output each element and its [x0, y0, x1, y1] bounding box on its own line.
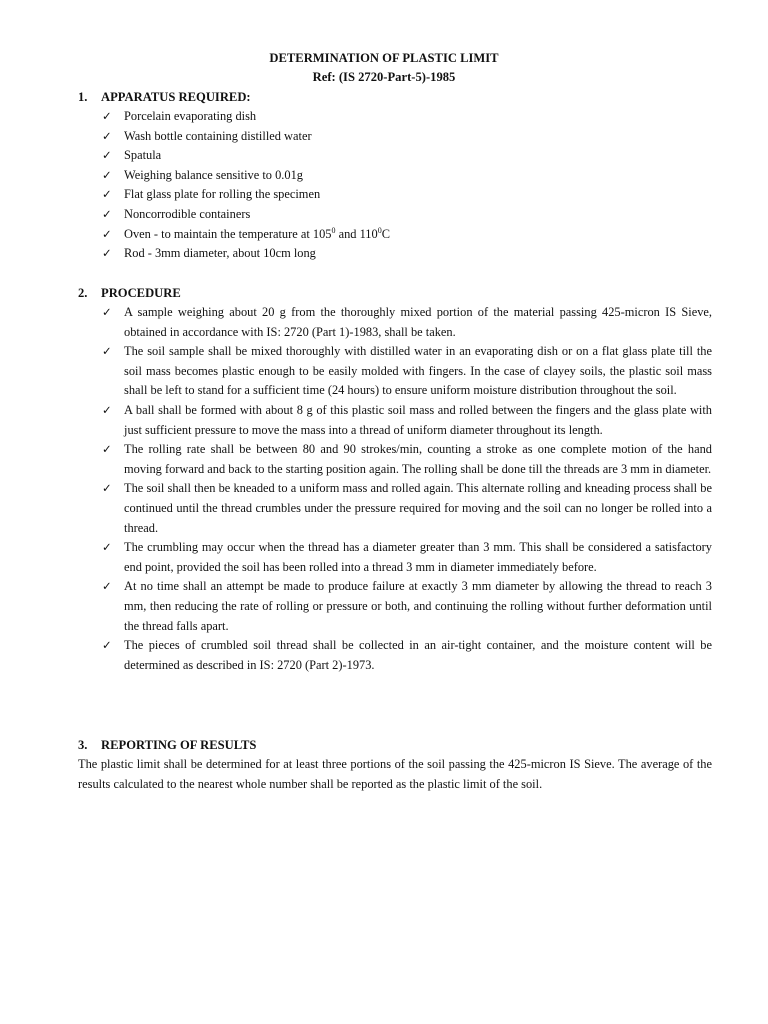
list-item-text-continued: and 110 — [335, 226, 378, 241]
list-item — [102, 146, 712, 166]
list-item-text: At no time shall an attempt be made to produce failure at exactly 3 mm diameter by allowing the thread to reach 3 mm, then reducing the rate of rolling or pressure or both, and continuing the rolling without further deformation until the thread falls apart. — [124, 579, 712, 633]
list-item-text: Flat glass plate for rolling the specimen — [124, 187, 321, 202]
list-item-text: The rolling rate shall be between 80 and 90 strokes/min, counting a stroke as one complete motion of the hand moving forward and back to the starting position again. The rolling shall be done till the threads are 3 mm in diameter. — [124, 442, 712, 476]
check-icon: ✓ — [102, 148, 112, 163]
check-icon: ✓ — [102, 579, 112, 594]
check-icon: ✓ — [102, 226, 112, 241]
section-number: 1. — [78, 90, 88, 104]
section-number: 2. — [78, 286, 88, 300]
list-item — [102, 205, 712, 225]
check-icon: ✓ — [102, 402, 112, 417]
apparatus-list — [102, 107, 712, 264]
section-heading-procedure — [78, 284, 181, 304]
list-item — [102, 244, 712, 264]
list-item-text: Noncorrodible containers — [124, 206, 251, 221]
section-title: REPORTING OF RESULTS — [101, 738, 257, 752]
section-heading-results — [78, 736, 256, 756]
check-icon: ✓ — [102, 167, 112, 182]
check-icon: ✓ — [102, 246, 112, 261]
section-number: 3. — [78, 738, 88, 752]
check-icon: ✓ — [102, 638, 112, 653]
list-item-text: A sample weighing about 20 g from the thoroughly mixed portion of the material passing 425-micron IS Sieve, obtained in accordance with IS: 2720 (Part 1)-1983, shall be taken. — [124, 305, 712, 339]
superscript-degree: 0 — [377, 225, 382, 235]
list-item-text: The pieces of crumbled soil thread shall be collected in an air-tight container, and the moisture content will be determined as described in IS: 2720 (Part 2)-1973. — [124, 638, 712, 672]
list-item — [102, 538, 712, 577]
check-icon: ✓ — [102, 206, 112, 221]
list-item — [102, 440, 712, 479]
section-title: PROCEDURE — [101, 286, 181, 300]
check-icon: ✓ — [102, 344, 112, 359]
list-item-text: A ball shall be formed with about 8 g of this plastic soil mass and rolled between the fingers and the glass plate with just sufficient pressure to move the mass into a thread of uniform diameter throughout its length. — [124, 402, 712, 437]
check-icon: ✓ — [102, 481, 112, 496]
list-item — [102, 303, 712, 342]
check-icon: ✓ — [102, 187, 112, 202]
check-icon: ✓ — [102, 540, 112, 555]
document-title: DETERMINATION OF PLASTIC LIMIT — [269, 51, 499, 65]
list-item-text: Weighing balance sensitive to 0.01g — [124, 167, 303, 182]
list-item-text: The soil sample shall be mixed thoroughly with distilled water in an evaporating dish or on a flat glass plate till the soil mass becomes plastic enough to be easily molded with fingers. In the case of clayey soils, the plastic soil mass shall be left to stand for a sufficient time (24 hours) to ensure uniform moisture distribution throughout the soil. — [124, 344, 712, 398]
list-item — [102, 342, 712, 401]
list-item — [102, 185, 712, 205]
section-title: APPARATUS REQUIRED: — [101, 90, 251, 104]
results-paragraph: The plastic limit shall be determined for at least three portions of the soil passing the 425-micron IS Sieve. The average of the results calculated to the nearest whole number shall be reported as the plastic limit of the soil. — [78, 757, 712, 791]
list-item — [102, 636, 712, 675]
list-item — [102, 479, 712, 538]
procedure-list — [102, 303, 712, 675]
list-item — [102, 127, 712, 147]
list-item-text: The soil shall then be kneaded to a uniform mass and rolled again. This alternate rolling and kneading process shall be continued until the thread crumbles under the pressure required for moving and the soil can no longer be rolled into a thread. — [124, 481, 712, 535]
list-item — [102, 577, 712, 636]
list-item — [102, 107, 712, 127]
check-icon: ✓ — [102, 442, 112, 457]
list-item-text: Porcelain evaporating dish — [124, 109, 257, 123]
list-item-text: The crumbling may occur when the thread has a diameter greater than 3 mm. This shall be considered a satisfactory end point, provided the soil has been rolled into a thread 3 mm in diameter immediately before. — [124, 540, 712, 574]
superscript-degree: 0 — [331, 225, 336, 235]
list-item-text-unit: C — [381, 226, 390, 241]
section-heading-apparatus — [78, 88, 251, 108]
check-icon: ✓ — [102, 305, 112, 319]
list-item — [102, 166, 712, 186]
list-item — [102, 401, 712, 440]
list-item-text: Rod - 3mm diameter, about 10cm long — [124, 246, 316, 261]
list-item-text: Spatula — [124, 148, 162, 163]
document-reference: Ref: (IS 2720-Part-5)-1985 — [312, 70, 456, 84]
list-item-text: Oven - to maintain the temperature at 105 — [124, 226, 332, 241]
list-item — [102, 225, 712, 245]
list-item-text: Wash bottle containing distilled water — [124, 128, 312, 143]
check-icon: ✓ — [102, 128, 112, 143]
check-icon: ✓ — [102, 109, 112, 123]
